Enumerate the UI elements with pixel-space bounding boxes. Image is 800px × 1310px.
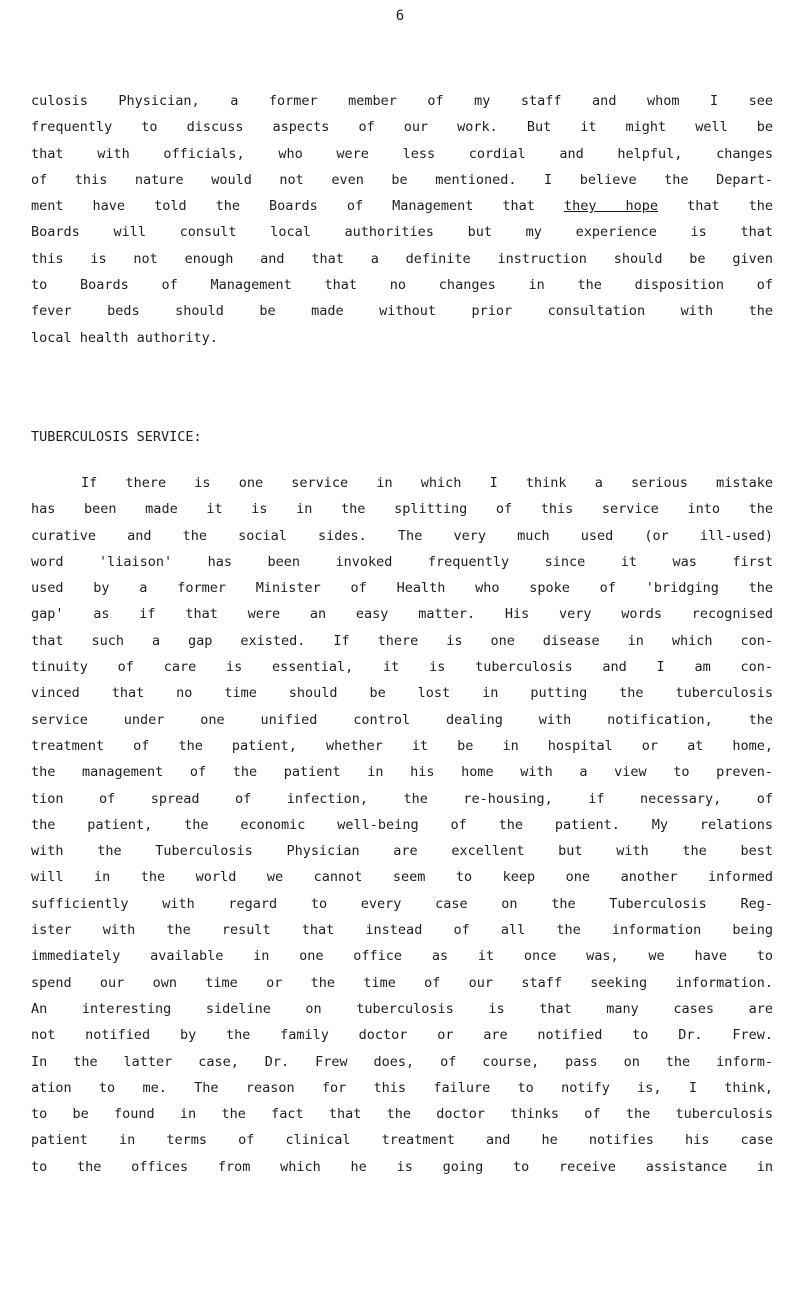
text-line: If there is one service in which I think a serious mistake bbox=[81, 475, 773, 491]
text-line: gap' as if that were an easy matter. His very words recognised bbox=[31, 606, 773, 623]
text-line: not notified by the family doctor or are notified to Dr. Frew. bbox=[31, 1027, 773, 1044]
text-line: immediately available in one office as it once was, we have to bbox=[31, 948, 773, 965]
text-line: curative and the social sides. The very much used (or ill-used) bbox=[31, 527, 773, 544]
text-line: fever beds should be made without prior consultation with the bbox=[31, 303, 773, 320]
paragraph-tuberculosis bbox=[31, 470, 773, 1180]
text-line: treatment of the patient, whether it be in hospital or at home, bbox=[31, 737, 773, 754]
text-line: spend our own time or the time of our staff seeking information. bbox=[31, 974, 773, 991]
text-line: has been made it is in the splitting of this service into the bbox=[31, 501, 773, 518]
text-line: to be found in the fact that the doctor thinks of the tuberculosis bbox=[31, 1106, 773, 1123]
text-line: the patient, the economic well-being of the patient. My relations bbox=[31, 816, 773, 833]
text-line: to Boards of Management that no changes in the disposition of bbox=[31, 277, 773, 294]
text-line: word 'liaison' has been invoked frequently since it was first bbox=[31, 553, 773, 570]
text-line: that with officials, who were less cordial and helpful, changes bbox=[31, 145, 773, 162]
text-fragment: that the bbox=[687, 198, 773, 215]
text-line: used by a former Minister of Health who spoke of 'bridging the bbox=[31, 580, 773, 597]
text-line: to the offices from which he is going to receive assistance in bbox=[31, 1158, 773, 1175]
text-line: that such a gap existed. If there is one disease in which con- bbox=[31, 632, 773, 649]
text-line: will in the world we cannot seem to keep one another informed bbox=[31, 869, 773, 886]
section-heading: TUBERCULOSIS SERVICE: bbox=[31, 429, 202, 445]
text-line: tinuity of care is essential, it is tuberculosis and I am con- bbox=[31, 659, 773, 676]
text-line: this is not enough and that a definite instruction should be given bbox=[31, 250, 773, 267]
text-line: vinced that no time should be lost in putting the tuberculosis bbox=[31, 685, 773, 702]
text-line: local health authority. bbox=[31, 329, 218, 346]
text-line: An interesting sideline on tuberculosis is that many cases are bbox=[31, 1000, 773, 1017]
text-line: ister with the result that instead of all the information being bbox=[31, 922, 773, 939]
text-line: culosis Physician, a former member of my staff and whom I see bbox=[31, 93, 773, 109]
text-line: sufficiently with regard to every case on the Tuberculosis Reg- bbox=[31, 895, 773, 912]
text-line: Boards will consult local authorities but my experience is that bbox=[31, 224, 773, 241]
paragraph-fever-beds bbox=[31, 88, 773, 351]
text-line: service under one unified control dealing with notification, the bbox=[31, 711, 773, 728]
text-line: frequently to discuss aspects of our work. But it might well be bbox=[31, 119, 773, 136]
text-line: patient in terms of clinical treatment and he notifies his case bbox=[31, 1132, 773, 1149]
text-line: ation to me. The reason for this failure to notify is, I think, bbox=[31, 1079, 773, 1096]
text-line: tion of spread of infection, the re-housing, if necessary, of bbox=[31, 790, 773, 807]
text-line bbox=[31, 193, 773, 219]
text-fragment: ment have told the Boards of Management that bbox=[31, 198, 535, 215]
text-line: with the Tuberculosis Physician are excellent but with the best bbox=[31, 843, 773, 860]
text-line: In the latter case, Dr. Frew does, of course, pass on the inform- bbox=[31, 1053, 773, 1070]
page-number: 6 bbox=[395, 8, 405, 24]
text-line: of this nature would not even be mentioned. I believe the Depart- bbox=[31, 171, 773, 188]
text-line: the management of the patient in his home with a view to preven- bbox=[31, 764, 773, 781]
underlined-phrase: they hope bbox=[563, 198, 659, 215]
